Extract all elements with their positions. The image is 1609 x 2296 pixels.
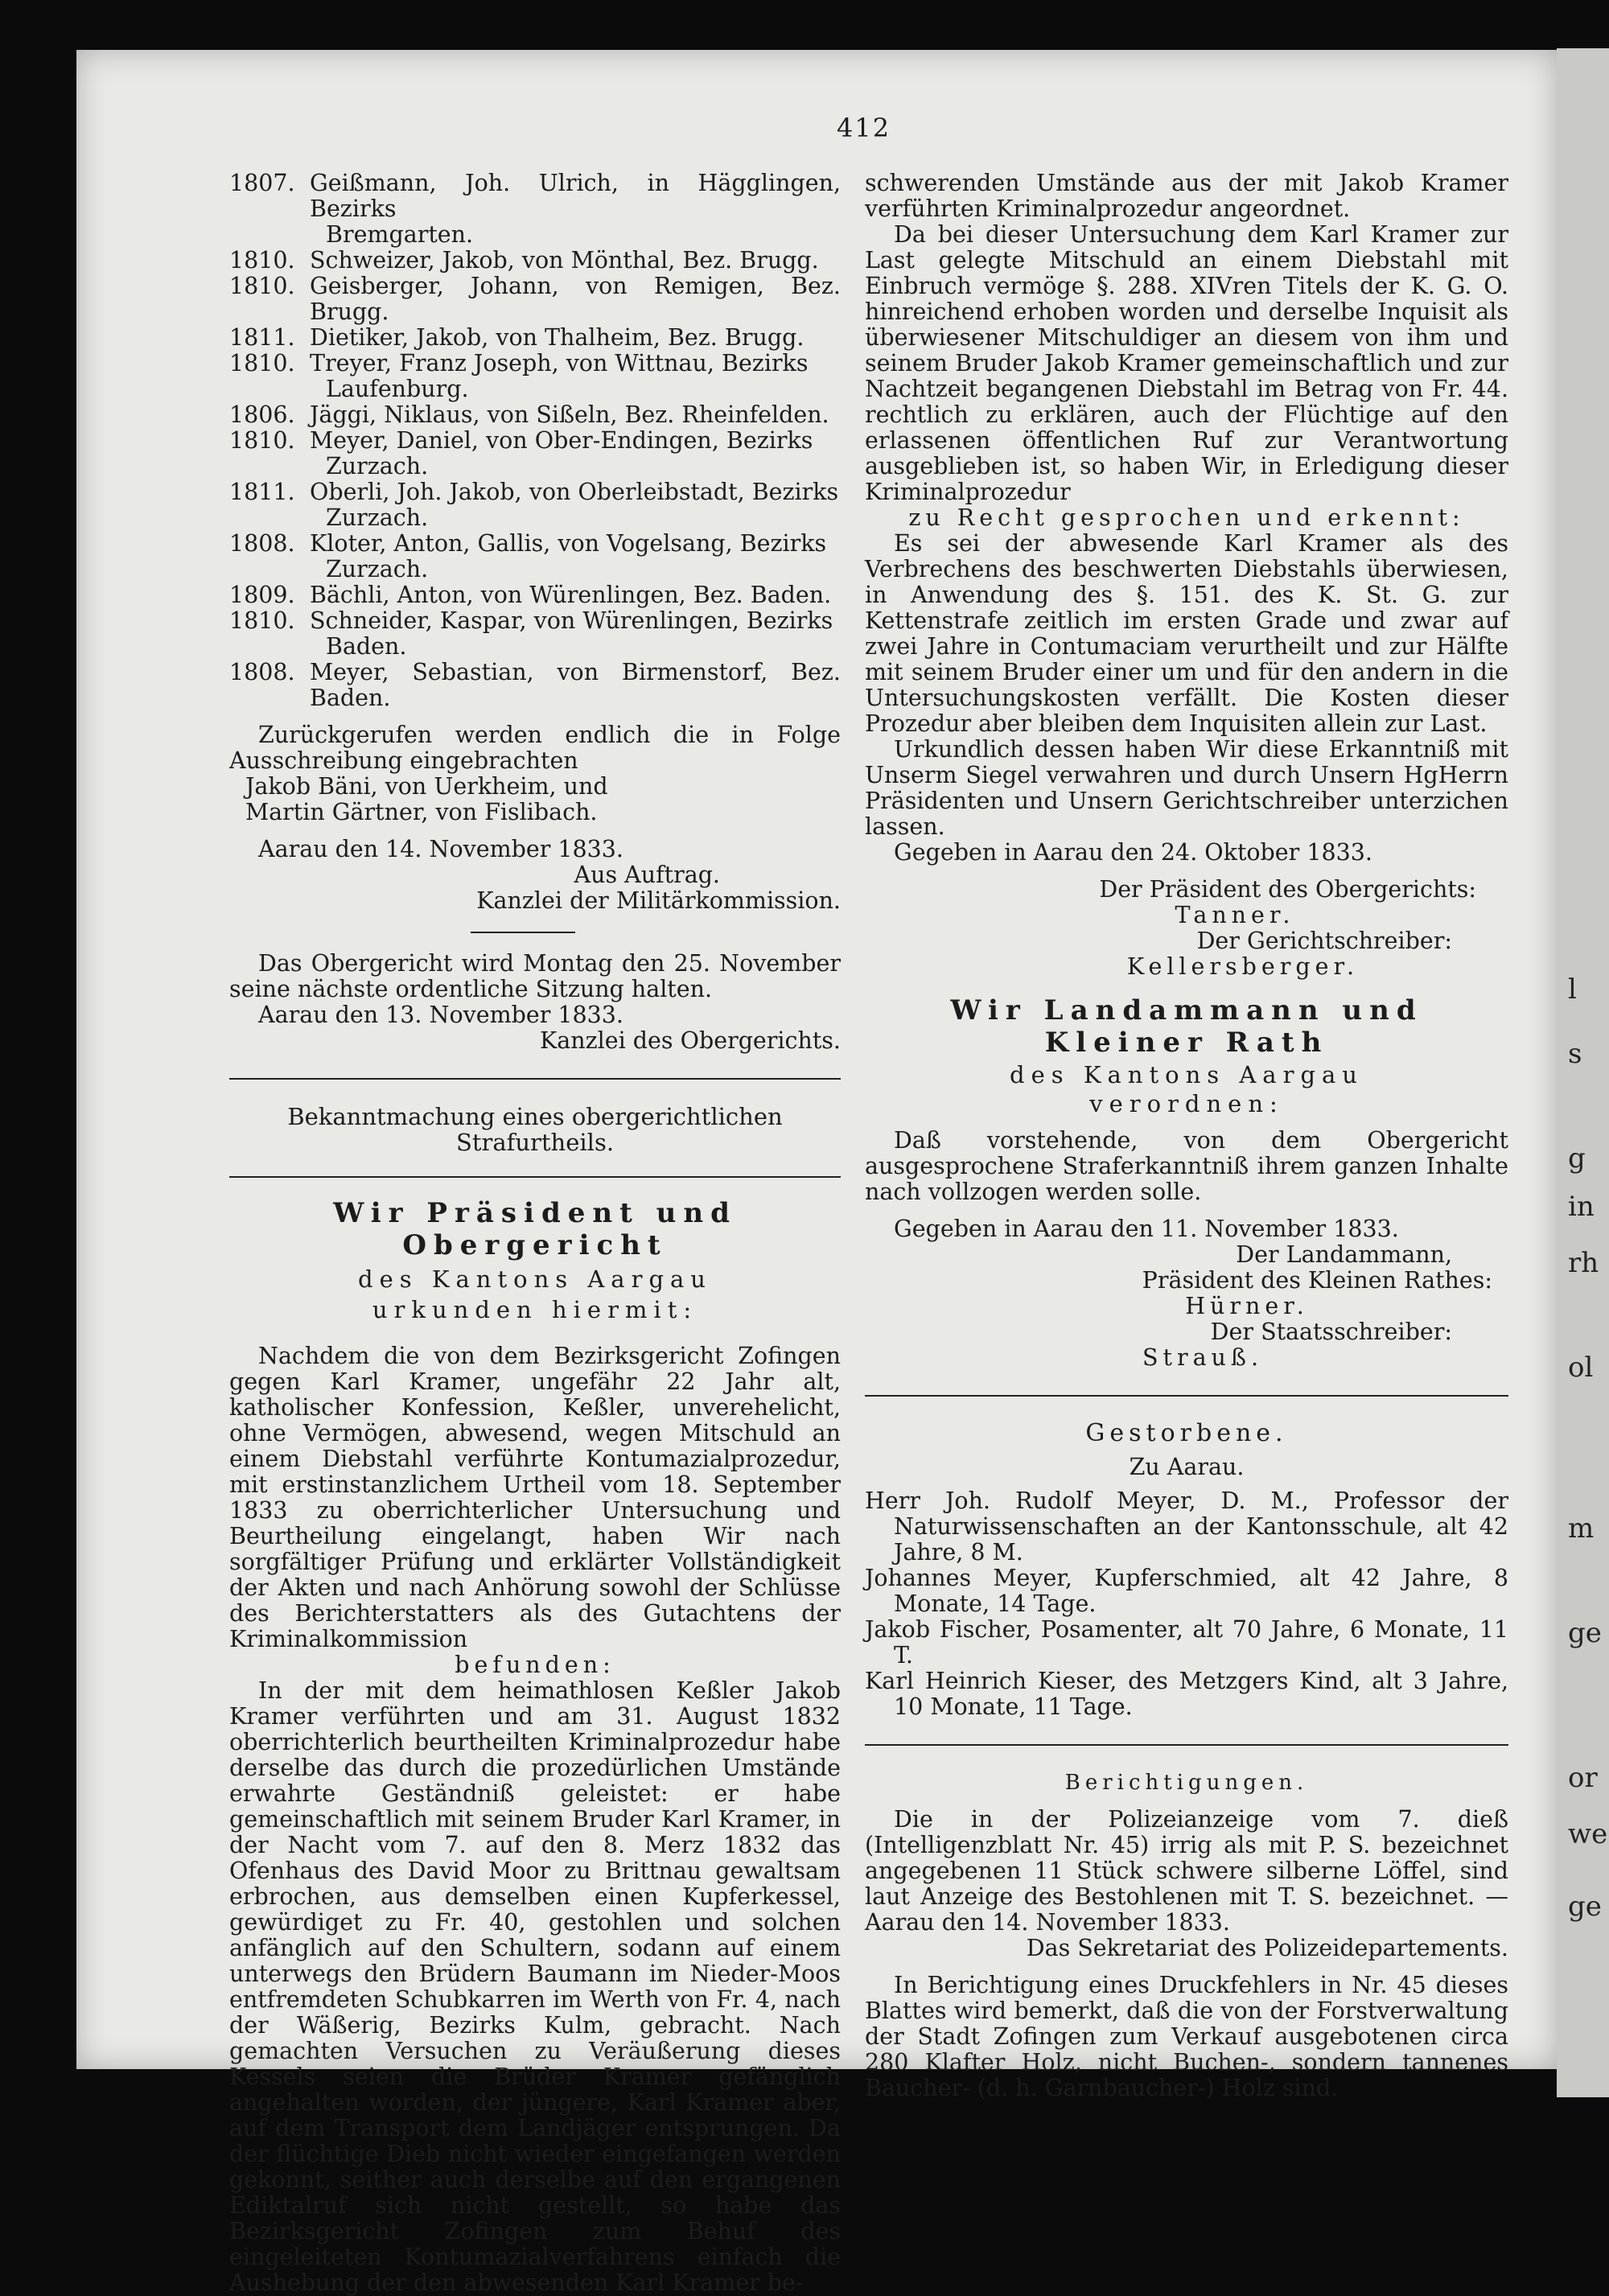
deaths-heading: Gestorbene. (1085, 1419, 1288, 1447)
edge-text: or (1568, 1762, 1598, 1794)
entry-name: Dietiker, Jakob, von Thalheim, Bez. Brugg. (310, 324, 804, 351)
divider (471, 932, 575, 933)
signature-line: Der Staatsschreiber: (1210, 1319, 1452, 1345)
right-column (865, 171, 1508, 2101)
entry-year: 1810. (229, 350, 295, 376)
divider (865, 1395, 1508, 1397)
recall-name: Jakob Bäni, von Uerkheim, und (245, 773, 608, 800)
entry-year: 1811. (229, 479, 295, 505)
edge-text: we (1568, 1818, 1608, 1850)
list-item (229, 171, 841, 248)
entry-year: 1809. (229, 582, 295, 608)
entry-district: Zurzach. (326, 504, 429, 531)
left-column (229, 171, 841, 2296)
entry-name: Oberli, Joh. Jakob, von Oberleibstadt, Bezirks (310, 479, 839, 505)
list-item (229, 248, 841, 274)
divider (865, 1744, 1508, 1746)
list-item (229, 325, 841, 351)
correction-text: In Berichtigung eines Druckfehlers in Nr. 45 dieses Blattes wird bemerkt, daß die von der Forstverwaltung der Stadt Zofingen zum Verkauf ausgebotenen circa 280 Klafter Holz, nicht Buchen-, sondern tannenes Baucher- (d. h. Garnbaucher-) Holz sind. (865, 1972, 1508, 2101)
decree-subtitle: urkunden hiermit: (372, 1296, 698, 1323)
entry-text (310, 402, 841, 428)
list-item: Herr Joh. Rudolf Meyer, D. M., Professor der Naturwissenschaften an der Kantonsschule, alt 42 Jahre, 8 M. (865, 1487, 1508, 1566)
entry-name: Geisberger, Johann, von Remigen, Bez. Brugg. (310, 273, 841, 325)
section-heading: Bekanntmachung eines obergerichtlichen Strafurtheils. (287, 1103, 783, 1156)
list-item (229, 608, 841, 660)
signature-line: Der Gerichtschreiber: (1196, 928, 1452, 954)
entry-year: 1808. (229, 530, 295, 557)
deaths-place: Zu Aarau. (1129, 1454, 1245, 1480)
date-line: Aarau den 14. November 1833. (258, 836, 623, 862)
entry-year: 1810. (229, 607, 295, 634)
signature-line: Aus Auftrag. (574, 862, 720, 888)
body-paragraph: In der mit dem heimathlosen Keßler Jakob Kramer verführten und am 31. August 1832 oberrichterlich beurtheilten Kriminalprozedur habe derselbe das durch die prozedürlichen Umstände erwahrte Geständniß geleistet: er habe gemeinschaftlich mit seinem Bruder Karl Kramer, in der Nacht vom 7. auf den 8. Merz 1832 das Ofenhaus des David Moor zu Brittnau gewaltsam erbrochen, aus demselben einen Kupferkessel, gewürdiget zu Fr. 40, gestohlen und solchen anfänglich auf den Schultern, sodann auf einem unterwegs den Brüdern Baumann im Nieder-Moos entfremdeten Schubkarren im Werth von Fr. 4, nach der Wäßerig, Bezirks Kulm, gebracht. Nach gemachten Versuchen zu Veräußerung dieses Kessels seien die Brüder Kramer gefänglich angehalten worden, der jüngere, Karl Kramer aber, auf dem Transport dem Landjäger entsprungen. Da der flüchtige Dieb nicht wieder eingefangen werden gekonnt, seither auch derselbe auf den ergangenen Ediktalruf sich nicht gestellt, so habe das Bezirksgericht Zofingen zum Behuf des eingeleiteten Kontumazialverfahrens einfach die Aushebung der den abwesenden Karl Kramer be- (229, 1677, 841, 2296)
entry-text (310, 582, 841, 608)
body-paragraph: schwerenden Umstände aus der mit Jakob Kramer verführten Kriminalprozedur angeordnet. (865, 170, 1508, 222)
verdict-keyword: zu Recht gesprochen und erkennt: (908, 504, 1465, 531)
entry-name: Meyer, Daniel, von Ober-Endingen, Bezirks (310, 427, 813, 454)
edge-text: m (1568, 1512, 1595, 1545)
signature-name: Tanner. (1175, 902, 1295, 928)
entry-year: 1810. (229, 247, 295, 274)
decree-title: Wir Präsident und Obergericht (333, 1197, 737, 1261)
signature-name: Kellersberger. (1126, 953, 1360, 980)
list-item (229, 402, 841, 428)
signature-line: Kanzlei der Militärkommission. (476, 887, 841, 914)
recall-names (229, 774, 841, 825)
recall-name: Martin Gärtner, von Fislibach. (245, 799, 598, 825)
entry-name: Geißmann, Joh. Ulrich, in Hägglingen, Bezirks (310, 170, 841, 222)
edge-text: ge (1568, 1617, 1602, 1649)
recall-list (229, 171, 841, 722)
list-item (229, 351, 841, 402)
entry-year: 1807. (229, 170, 295, 196)
date-line: Gegeben in Aarau den 24. Oktober 1833. (894, 839, 1372, 866)
entry-district: Laufenburg. (326, 376, 469, 402)
body-paragraph: Nachdem die von dem Bezirksgericht Zofingen gegen Karl Kramer, ungefähr 22 Jahr alt, katholischer Konfession, Keßler, unverehelicht, ohne Vermögen, abwesend, wegen Mitschuld an einem Diebstahl verführte Kontumazialprozedur, mit erstinstanzlichem Urtheil vom 18. September 1833 zu oberrichterlicher Untersuchung und Beurtheilung eingelangt, haben Wir nach sorgfältiger Prüfung und erklärter Vollständigkeit der Akten und nach Anhörung sowohl der Schlüsse des Berichterstatters als des Gutachtens der Kriminalkommission (229, 1343, 841, 1652)
signature-line: Das Sekretariat des Polizeidepartements. (1026, 1935, 1508, 1961)
notice-text: Das Obergericht wird Montag den 25. November seine nächste ordentliche Sitzung halten. (229, 950, 841, 1002)
decree-title: Wir Landammann und Kleiner Rath (950, 994, 1423, 1059)
entry-text (310, 351, 841, 402)
entry-year: 1811. (229, 324, 295, 351)
date-line: Aarau den 13. November 1833. (258, 1002, 623, 1028)
list-item: Karl Heinrich Kieser, des Metzgers Kind, alt 3 Jahre, 10 Monate, 11 Tage. (865, 1668, 1508, 1720)
recall-text: Zurückgerufen werden endlich die in Folge Ausschreibung eingebrachten (229, 722, 841, 774)
entry-district: Zurzach. (326, 556, 429, 582)
entry-district: Bremgarten. (326, 221, 474, 248)
entry-year: 1810. (229, 273, 295, 299)
edge-text: g (1568, 1142, 1586, 1175)
entry-district: Baden. (326, 633, 407, 660)
signature-line: Der Landammann, (1236, 1241, 1452, 1268)
signature-line: Präsident des Kleinen Rathes: (1142, 1267, 1492, 1294)
entry-text (310, 660, 841, 711)
divider (229, 1078, 841, 1080)
decree-subtitle: des Kantons Aargau (1010, 1061, 1364, 1088)
entry-text (310, 171, 841, 248)
body-paragraph: Da bei dieser Untersuchung dem Karl Kramer zur Last gelegte Mitschuld an einem Diebstahl mit Einbruch vermöge §. 288. XIVren Titels der K. G. O. hinreichend erhoben worden und derselbe Inquisit als überwiesener Mitschuldiger an diesem von ihm und seinem Bruder Jakob Kramer gemeinschaftlich und zur Nachtzeit begangenen Diebstahl im Betrag von Fr. 44. rechtlich zu erklären, auch der Flüchtige auf den erlassenen öffentlichen Ruf zur Verantwortung ausgeblieben ist, so haben Wir, in Erledigung dieser Kriminalprozedur (865, 221, 1508, 505)
list-item (229, 274, 841, 325)
entry-text (310, 428, 841, 479)
edge-text: ge (1568, 1891, 1602, 1923)
edge-text: s (1568, 1038, 1582, 1070)
date-line: Gegeben in Aarau den 11. November 1833. (894, 1216, 1399, 1242)
body-paragraph: Es sei der abwesende Karl Kramer als des Verbrechens des beschwerten Diebstahls überwiesen, in Anwendung des §. 151. des K. St. G. zur Kettenstrafe zeitlich im ersten Grade und zwar auf zwei Jahre in Contumaciam verurtheilt und zur Hälfte mit seinem Bruder einer um und für den andern in die Untersuchungskosten verfällt. Die Kosten dieser Prozedur aber bleiben dem Inquisiten allein zur Last. (865, 530, 1508, 737)
deaths-list (865, 1488, 1508, 1720)
signature-name: Strauß. (1142, 1344, 1264, 1371)
entry-text (310, 274, 841, 325)
edge-text: in (1568, 1191, 1595, 1223)
list-item (229, 428, 841, 479)
body-paragraph: Daß vorstehende, von dem Obergericht ausgesprochene Straferkanntniß ihrem ganzen Inhalte nach vollzogen werden solle. (865, 1127, 1508, 1205)
verdict-keyword: befunden: (455, 1652, 615, 1678)
entry-year: 1810. (229, 427, 295, 454)
entry-text (310, 325, 841, 351)
entry-name: Jäggi, Niklaus, von Sißeln, Bez. Rheinfelden. (310, 401, 829, 428)
corrections-heading: Berichtigungen. (1064, 1771, 1309, 1795)
signature-name: Hürner. (1185, 1293, 1309, 1319)
entry-text (310, 479, 841, 531)
list-item (229, 660, 841, 711)
edge-text: rh (1568, 1247, 1599, 1279)
entry-text (310, 248, 841, 274)
entry-name: Schneider, Kaspar, von Würenlingen, Bezirks (310, 607, 833, 634)
list-item (229, 582, 841, 608)
entry-year: 1806. (229, 401, 295, 428)
decree-subtitle: des Kantons Aargau (358, 1265, 712, 1293)
edge-text: ol (1568, 1352, 1594, 1384)
entry-name: Bächli, Anton, von Würenlingen, Bez. Baden. (310, 582, 832, 608)
decree-subtitle: verordnen: (1089, 1090, 1284, 1117)
list-item (229, 479, 841, 531)
entry-name: Schweizer, Jakob, von Mönthal, Bez. Brugg. (310, 247, 819, 274)
list-item (229, 531, 841, 582)
adjacent-page-edge (1557, 48, 1609, 2097)
signature-line: Kanzlei des Obergerichts. (539, 1027, 841, 1054)
signature-line: Der Präsident des Obergerichts: (1099, 876, 1476, 903)
entry-text (310, 608, 841, 660)
divider (229, 1176, 841, 1178)
entry-name: Treyer, Franz Joseph, von Wittnau, Bezirks (310, 350, 809, 376)
page-number: 412 (837, 113, 891, 143)
entry-text (310, 531, 841, 582)
edge-text: l (1568, 973, 1577, 1006)
correction-text: Die in der Polizeianzeige vom 7. dieß (Intelligenzblatt Nr. 45) irrig als mit P. S. bezeichnet angegebenen 11 Stück schwere silberne Löffel, sind laut Anzeige des Bestohlenen mit T. S. bezeichnet. — Aarau den 14. November 1833. (865, 1806, 1508, 1936)
list-item: Johannes Meyer, Kupferschmied, alt 42 Jahre, 8 Monate, 14 Tage. (865, 1565, 1508, 1617)
body-paragraph: Urkundlich dessen haben Wir diese Erkanntniß mit Unserm Siegel verwahren und durch Unsern HgHerrn Präsidenten und Unsern Gerichtschreiber unterzichen lassen. (865, 736, 1508, 840)
entry-district: Zurzach. (326, 453, 429, 479)
entry-year: 1808. (229, 659, 295, 685)
entry-name: Meyer, Sebastian, von Birmenstorf, Bez. Baden. (310, 659, 841, 711)
entry-name: Kloter, Anton, Gallis, von Vogelsang, Bezirks (310, 530, 827, 557)
list-item: Jakob Fischer, Posamenter, alt 70 Jahre, 6 Monate, 11 T. (865, 1616, 1508, 1669)
